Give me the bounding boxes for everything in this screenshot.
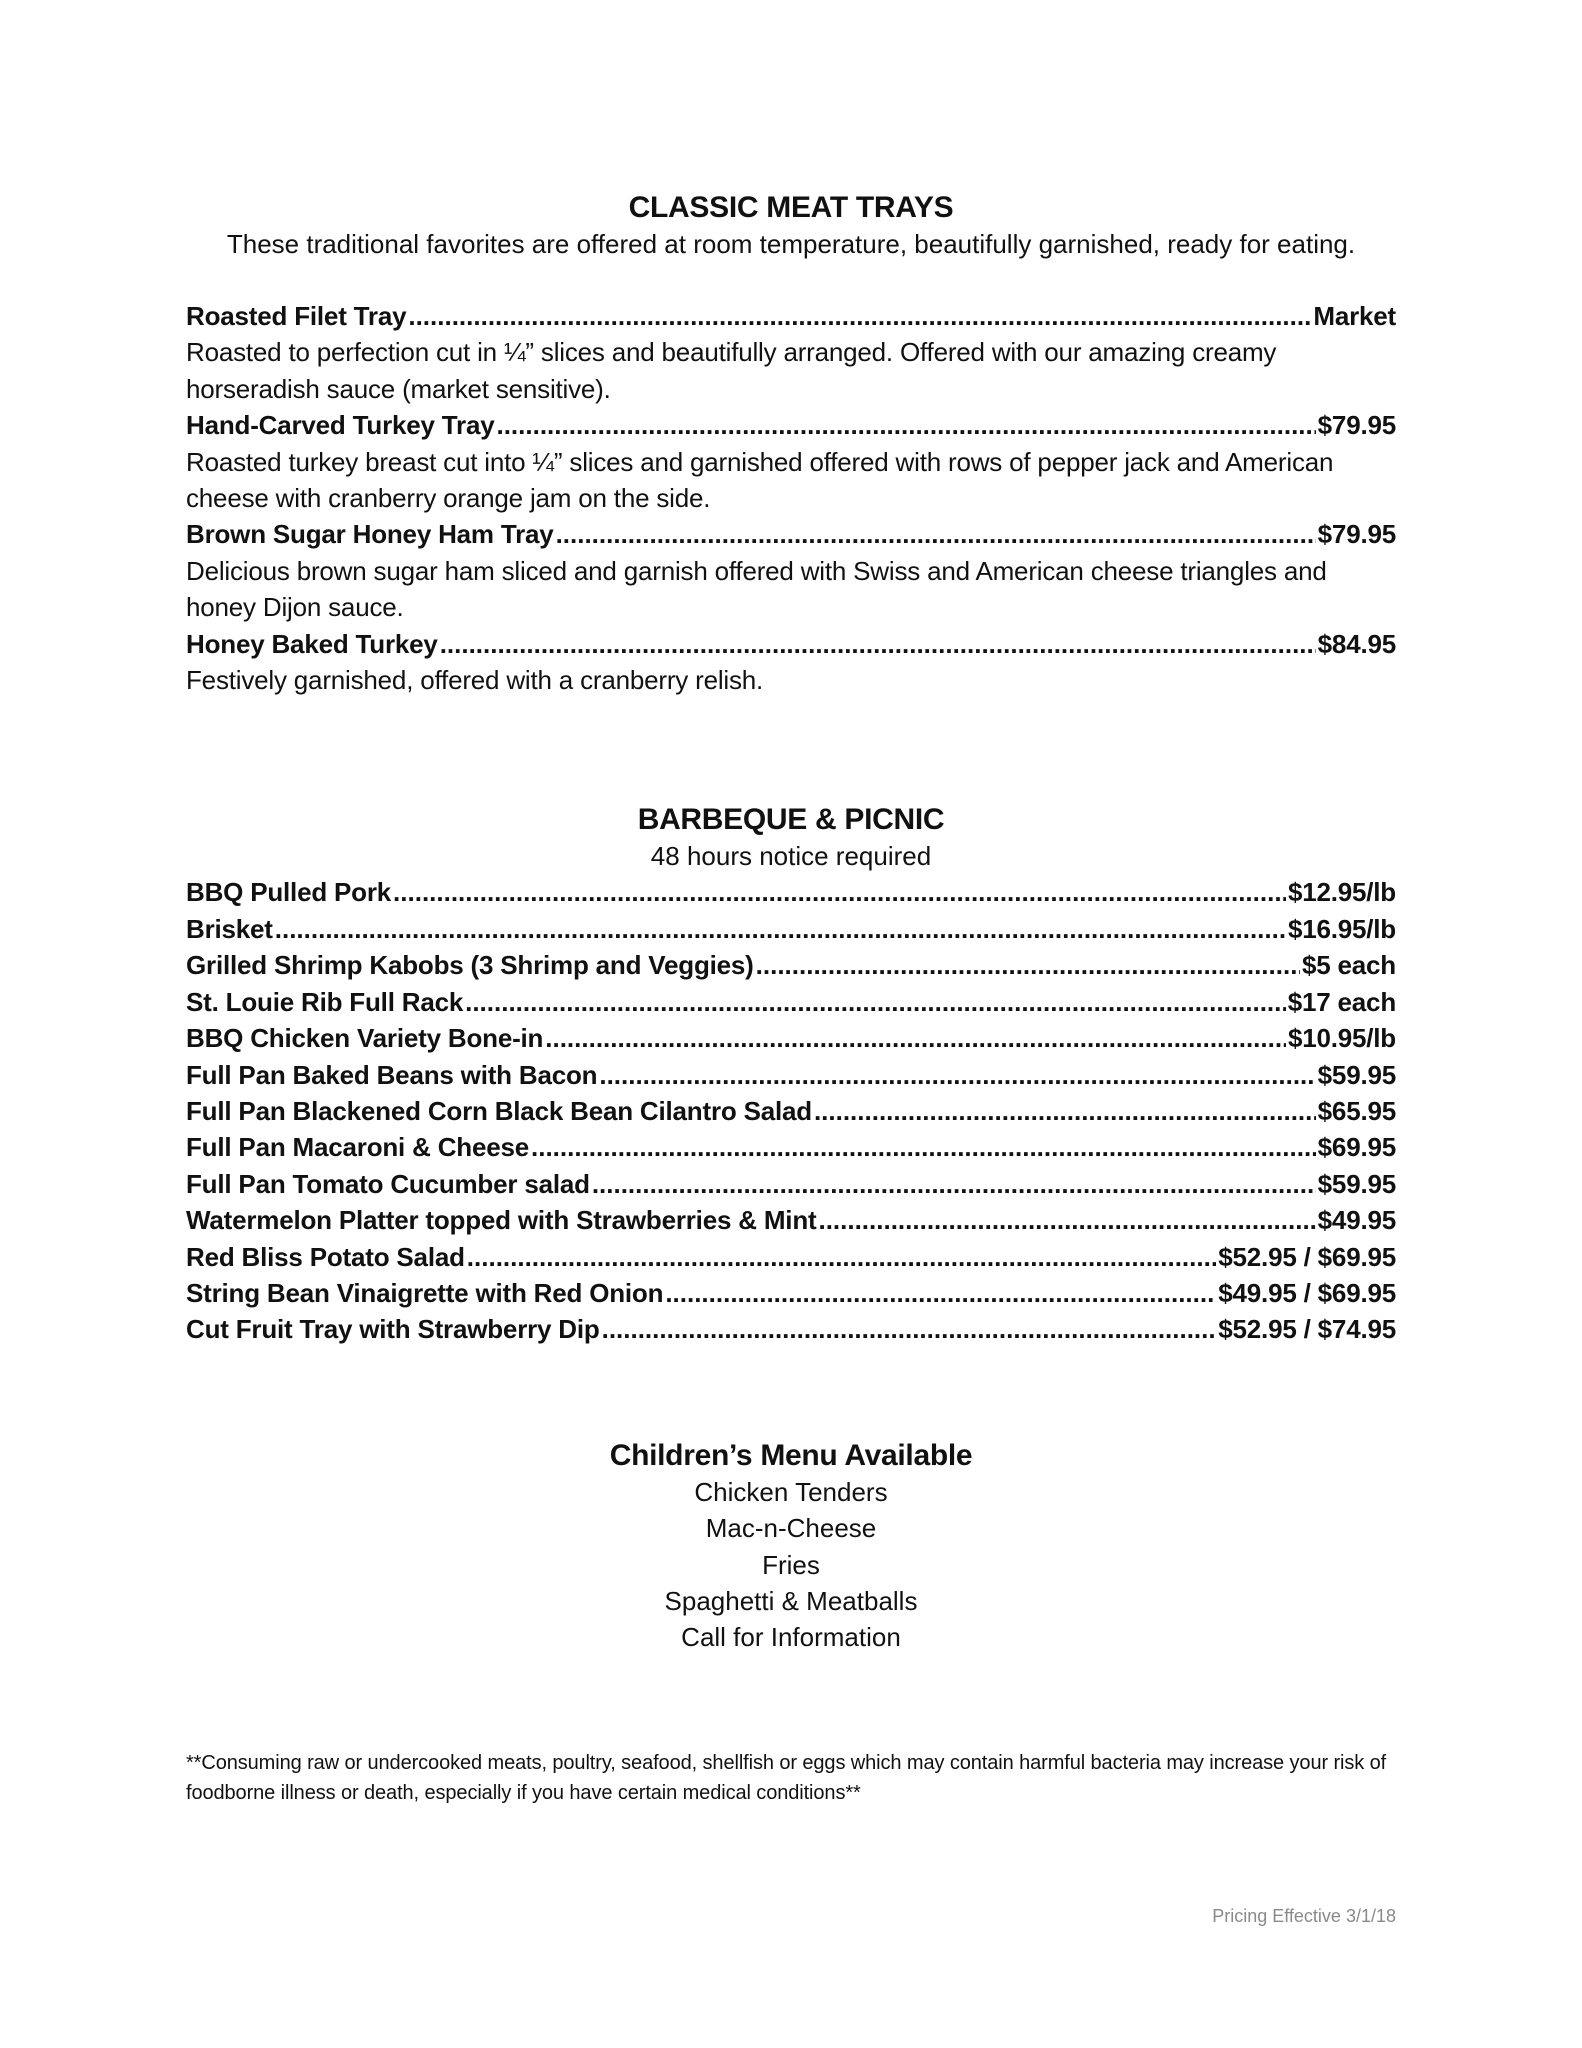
- menu-item: [186, 1202, 1396, 1238]
- item-name: Hand-Carved Turkey Tray: [186, 410, 495, 441]
- dot-leader: [665, 1275, 1216, 1311]
- dot-leader: [814, 1093, 1316, 1129]
- item-name: Brisket: [186, 913, 273, 944]
- menu-item: [186, 1020, 1396, 1056]
- item-name: Brown Sugar Honey Ham Tray: [186, 519, 554, 550]
- list-item: Spaghetti & Meatballs: [664, 1585, 918, 1616]
- pricing-effective-footer: Pricing Effective 3/1/18: [1212, 1906, 1396, 1926]
- dot-leader: [467, 1239, 1216, 1275]
- barbeque-picnic-section: [186, 802, 1396, 1347]
- menu-item: [186, 1239, 1396, 1275]
- item-name: Watermelon Platter topped with Strawberries & Mint: [186, 1205, 817, 1236]
- dot-leader: [599, 1057, 1315, 1093]
- list-item: Chicken Tenders: [694, 1476, 888, 1507]
- item-price: $84.95: [1317, 628, 1396, 659]
- item-name: Roasted Filet Tray: [186, 301, 407, 331]
- item-description: Roasted turkey breast cut into ¼” slices and garnished offered with rows of pepper jack and American cheese with cranberry orange jam on the side.: [186, 446, 1334, 514]
- menu-item: [186, 947, 1396, 983]
- dot-leader: [408, 298, 1311, 334]
- item-price: $5 each: [1301, 950, 1396, 981]
- item-name: BBQ Chicken Variety Bone-in: [186, 1023, 544, 1054]
- food-safety-notice: **Consuming raw or undercooked meats, poultry, seafood, shellfish or eggs which may contain harmful bacteria may increase your risk of foodborne illness or death, especially if you have certain medical conditions**: [186, 1751, 1387, 1804]
- item-name: Full Pan Baked Beans with Bacon: [186, 1059, 598, 1090]
- dot-leader: [756, 947, 1300, 983]
- item-price: $10.95/lb: [1287, 1023, 1396, 1054]
- dot-leader: [602, 1311, 1217, 1347]
- list-item: Fries: [762, 1549, 820, 1580]
- item-price: $79.95: [1317, 410, 1396, 441]
- item-price: $59.95: [1317, 1059, 1396, 1090]
- item-name: Full Pan Macaroni & Cheese: [186, 1132, 530, 1163]
- dot-leader: [531, 1129, 1316, 1165]
- item-description: Roasted to perfection cut in ¼” slices and beautifully arranged. Offered with our amazing creamy horseradish sauce (market sensitive).: [186, 337, 1277, 404]
- section-intro: These traditional favorites are offered at room temperature, beautifully garnished, ready for eating.: [226, 229, 1356, 259]
- menu-item: [186, 626, 1396, 699]
- dot-leader: [275, 911, 1286, 947]
- dot-leader: [393, 874, 1286, 910]
- item-price: $16.95/lb: [1287, 913, 1396, 944]
- menu-item: [186, 984, 1396, 1020]
- item-description: Festively garnished, offered with a cranberry relish.: [186, 665, 764, 696]
- item-price: Market: [1313, 301, 1396, 331]
- item-name: String Bean Vinaigrette with Red Onion: [186, 1277, 664, 1308]
- childrens-menu-list: [186, 1474, 1396, 1656]
- menu-item: [186, 1093, 1396, 1129]
- list-item: Mac-n-Cheese: [705, 1513, 877, 1544]
- item-name: Grilled Shrimp Kabobs (3 Shrimp and Veggies): [186, 950, 754, 981]
- item-name: BBQ Pulled Pork: [186, 877, 392, 908]
- item-price: $17 each: [1287, 986, 1396, 1017]
- dot-leader: [496, 407, 1315, 443]
- menu-item: [186, 407, 1396, 516]
- section-subtitle: 48 hours notice required: [650, 841, 932, 872]
- item-price: $12.95/lb: [1287, 877, 1396, 908]
- dot-leader: [592, 1166, 1316, 1202]
- item-name: Full Pan Blackened Corn Black Bean Cilantro Salad: [186, 1095, 812, 1126]
- item-price: $59.95: [1317, 1168, 1396, 1199]
- dot-leader: [556, 516, 1316, 552]
- item-price: $52.95 / $74.95: [1218, 1314, 1396, 1345]
- item-description: Delicious brown sugar ham sliced and garnish offered with Swiss and American cheese triangles and honey Dijon sauce.: [186, 555, 1327, 623]
- item-name: Cut Fruit Tray with Strawberry Dip: [186, 1314, 600, 1345]
- menu-item: [186, 874, 1396, 910]
- menu-item: [186, 1057, 1396, 1093]
- section-title: Children’s Menu Available: [609, 1438, 973, 1472]
- section-title: BARBEQUE & PICNIC: [637, 803, 945, 837]
- list-item: Call for Information: [681, 1622, 901, 1653]
- childrens-menu-section: [186, 1438, 1396, 1656]
- dot-leader: [818, 1202, 1315, 1238]
- item-price: $52.95 / $69.95: [1218, 1241, 1396, 1272]
- item-price: $79.95: [1317, 519, 1396, 550]
- menu-item: [186, 911, 1396, 947]
- menu-item: [186, 1311, 1396, 1347]
- dot-leader: [465, 984, 1286, 1020]
- item-price: $69.95: [1317, 1132, 1396, 1163]
- menu-page: [186, 190, 1396, 1808]
- item-name: Red Bliss Potato Salad: [186, 1241, 465, 1272]
- item-name: Full Pan Tomato Cucumber salad: [186, 1168, 590, 1199]
- menu-item: [186, 1166, 1396, 1202]
- dot-leader: [545, 1020, 1286, 1056]
- item-price: $65.95: [1317, 1095, 1396, 1126]
- dot-leader: [440, 626, 1316, 662]
- item-price: $49.95: [1317, 1205, 1396, 1236]
- menu-item: [186, 516, 1396, 625]
- item-name: St. Louie Rib Full Rack: [186, 986, 464, 1017]
- classic-meat-trays-section: [186, 190, 1396, 698]
- item-price: $49.95 / $69.95: [1218, 1277, 1396, 1308]
- item-name: Honey Baked Turkey: [186, 628, 438, 659]
- section-title: CLASSIC MEAT TRAYS: [628, 191, 954, 224]
- menu-item: [186, 1275, 1396, 1311]
- menu-item: [186, 298, 1396, 407]
- menu-item: [186, 1129, 1396, 1165]
